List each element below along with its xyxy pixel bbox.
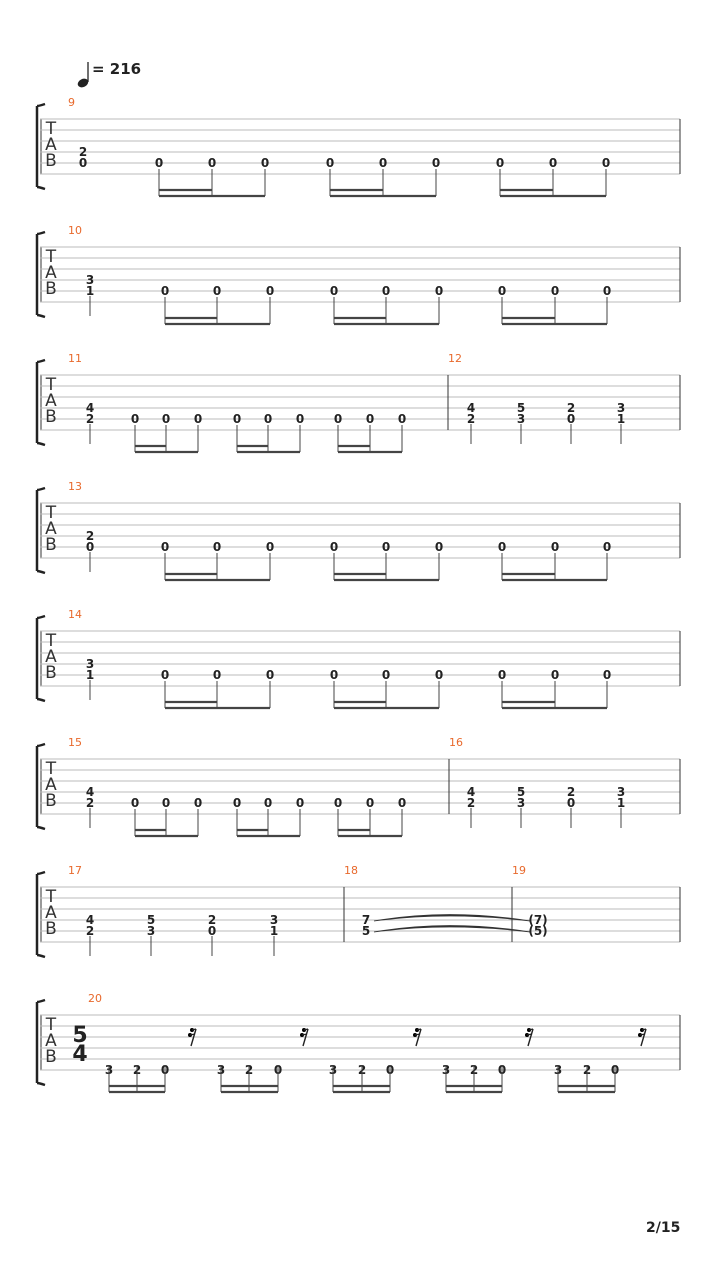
- fret-number: (7): [528, 913, 548, 927]
- tab-clef-letter: T: [45, 503, 57, 523]
- tempo-marking: [76, 62, 89, 89]
- fret-number: 0: [160, 540, 170, 554]
- fret-number: 5: [146, 913, 156, 927]
- measure-number: 18: [344, 864, 358, 877]
- fret-number: 0: [212, 284, 222, 298]
- fret-number: 3: [85, 273, 95, 287]
- fret-number: 0: [265, 540, 275, 554]
- fret-number: 0: [207, 156, 217, 170]
- fret-number: 0: [207, 924, 217, 938]
- fret-number: 3: [616, 785, 626, 799]
- fret-number: 0: [295, 412, 305, 426]
- fret-number: 4: [85, 785, 95, 799]
- fret-number: 0: [602, 668, 612, 682]
- fret-number: 3: [269, 913, 279, 927]
- fret-number: 0: [431, 156, 441, 170]
- measure-number: 12: [448, 352, 462, 365]
- tab-clef-letter: B: [45, 919, 57, 939]
- fret-number: 3: [616, 401, 626, 415]
- page-number: 2/15: [646, 1220, 681, 1236]
- measure-number: 14: [68, 608, 82, 621]
- tab-clef-letter: B: [45, 791, 57, 811]
- measure-number: 16: [449, 736, 463, 749]
- fret-number: 0: [497, 284, 507, 298]
- fret-number: 0: [160, 668, 170, 682]
- fret-number: 3: [146, 924, 156, 938]
- tab-clef-letter: T: [45, 887, 57, 907]
- fret-number: 3: [516, 412, 526, 426]
- fret-number: 0: [325, 156, 335, 170]
- fret-number: 0: [232, 796, 242, 810]
- fret-number: 2: [466, 796, 476, 810]
- measure-number: 10: [68, 224, 82, 237]
- tab-clef-letter: B: [45, 151, 57, 171]
- fret-number: 0: [548, 156, 558, 170]
- time-signature-bottom: 4: [72, 1042, 88, 1067]
- tab-clef-letter: B: [45, 663, 57, 683]
- fret-number: 4: [466, 401, 476, 415]
- tab-clef-letter: T: [45, 759, 57, 779]
- fret-number: 0: [434, 284, 444, 298]
- fret-number: 2: [357, 1063, 367, 1077]
- fret-number: 0: [265, 284, 275, 298]
- systems-layer: [37, 96, 680, 1092]
- fret-number: 0: [566, 412, 576, 426]
- fret-number: 0: [263, 796, 273, 810]
- tab-system: [37, 352, 680, 452]
- fret-number: 0: [273, 1063, 283, 1077]
- fret-number: 3: [441, 1063, 451, 1077]
- fret-number: 2: [85, 924, 95, 938]
- tab-clef-letter: T: [45, 631, 57, 651]
- tab-clef-letter: B: [45, 535, 57, 555]
- tab-clef-letter: B: [45, 1047, 57, 1067]
- fret-number: 0: [495, 156, 505, 170]
- fret-number: 0: [130, 796, 140, 810]
- measure-number: 15: [68, 736, 82, 749]
- fret-number: 1: [616, 796, 626, 810]
- tab-clef-letter: T: [45, 119, 57, 139]
- fret-number: 3: [104, 1063, 114, 1077]
- fret-number: 2: [78, 145, 88, 159]
- fret-number: 0: [160, 1063, 170, 1077]
- fret-number: 4: [85, 913, 95, 927]
- fret-number: 0: [85, 540, 95, 554]
- fret-number: 0: [161, 796, 171, 810]
- tab-system: [37, 224, 680, 324]
- fret-number: 0: [154, 156, 164, 170]
- tab-clef-letter: A: [45, 1031, 57, 1051]
- fret-number: 4: [466, 785, 476, 799]
- fret-number: 3: [216, 1063, 226, 1077]
- fret-number: 3: [516, 796, 526, 810]
- fret-number: 2: [469, 1063, 479, 1077]
- time-signature-top: 5: [72, 1023, 88, 1048]
- measure-number: 13: [68, 480, 82, 493]
- tab-clef-letter: A: [45, 263, 57, 283]
- fret-number: 0: [333, 796, 343, 810]
- fret-number: 0: [365, 412, 375, 426]
- fret-number: 0: [260, 156, 270, 170]
- tab-clef-letter: A: [45, 135, 57, 155]
- fret-number: 0: [550, 668, 560, 682]
- fret-number: 0: [212, 540, 222, 554]
- fret-number: 0: [193, 796, 203, 810]
- fret-number: 0: [550, 540, 560, 554]
- tab-system: [37, 608, 680, 708]
- tab-clef-letter: T: [45, 1015, 57, 1035]
- fret-number: 0: [161, 412, 171, 426]
- fret-number: 0: [497, 668, 507, 682]
- fret-number: 2: [132, 1063, 142, 1077]
- fret-number: 0: [550, 284, 560, 298]
- fret-number: 2: [85, 796, 95, 810]
- fret-number: 0: [381, 540, 391, 554]
- measure-number: 9: [68, 96, 75, 109]
- fret-number: 0: [497, 540, 507, 554]
- fret-number: 2: [566, 785, 576, 799]
- fret-number: 0: [381, 284, 391, 298]
- fret-number: 1: [85, 284, 95, 298]
- tab-system: [37, 992, 680, 1092]
- tab-clef-letter: T: [45, 247, 57, 267]
- tempo-value: = 216: [92, 60, 142, 78]
- fret-number: 2: [85, 412, 95, 426]
- tab-clef-letter: A: [45, 775, 57, 795]
- fret-number: 3: [328, 1063, 338, 1077]
- fret-number: 0: [295, 796, 305, 810]
- fret-number: 0: [333, 412, 343, 426]
- fret-number: 2: [582, 1063, 592, 1077]
- fret-number: 2: [466, 412, 476, 426]
- fret-number: 0: [329, 668, 339, 682]
- tab-clef-letter: T: [45, 375, 57, 395]
- tab-system: [37, 96, 680, 196]
- fret-number: 0: [265, 668, 275, 682]
- fret-number: 0: [610, 1063, 620, 1077]
- fret-number: 0: [193, 412, 203, 426]
- fret-number: 0: [381, 668, 391, 682]
- fret-number: 0: [365, 796, 375, 810]
- fret-number: 0: [602, 284, 612, 298]
- tab-clef-letter: A: [45, 519, 57, 539]
- measure-number: 11: [68, 352, 82, 365]
- fret-number: 0: [78, 156, 88, 170]
- fret-number: 2: [244, 1063, 254, 1077]
- fret-number: 0: [160, 284, 170, 298]
- fret-number: 4: [85, 401, 95, 415]
- tab-system: [37, 480, 680, 580]
- fret-number: 0: [329, 540, 339, 554]
- tab-clef-letter: A: [45, 903, 57, 923]
- tab-system: [37, 736, 680, 836]
- tab-clef-letter: B: [45, 279, 57, 299]
- fret-number: 0: [232, 412, 242, 426]
- fret-number: 0: [329, 284, 339, 298]
- fret-number: 7: [361, 913, 371, 927]
- fret-number: 1: [616, 412, 626, 426]
- fret-number: 5: [516, 785, 526, 799]
- fret-number: 0: [434, 540, 444, 554]
- fret-number: 0: [497, 1063, 507, 1077]
- measure-number: 17: [68, 864, 82, 877]
- fret-number: 0: [566, 796, 576, 810]
- tab-clef-letter: A: [45, 391, 57, 411]
- fret-number: 2: [207, 913, 217, 927]
- fret-number: 1: [269, 924, 279, 938]
- fret-number: 0: [385, 1063, 395, 1077]
- fret-number: 0: [378, 156, 388, 170]
- fret-number: 0: [130, 412, 140, 426]
- fret-number: 1: [85, 668, 95, 682]
- fret-number: 0: [601, 156, 611, 170]
- fret-number: 3: [553, 1063, 563, 1077]
- fret-number: 0: [397, 796, 407, 810]
- fret-number: 2: [566, 401, 576, 415]
- fret-number: 0: [602, 540, 612, 554]
- fret-number: 5: [516, 401, 526, 415]
- fret-number: 0: [434, 668, 444, 682]
- tab-system: [37, 864, 680, 957]
- fret-number: 2: [85, 529, 95, 543]
- fret-number: 0: [397, 412, 407, 426]
- measure-number: 20: [88, 992, 102, 1005]
- fret-number: 3: [85, 657, 95, 671]
- measure-number: 19: [512, 864, 526, 877]
- tab-clef-letter: B: [45, 407, 57, 427]
- fret-number: (5): [528, 924, 548, 938]
- fret-number: 5: [361, 924, 371, 938]
- fret-number: 0: [212, 668, 222, 682]
- fret-number: 0: [263, 412, 273, 426]
- tab-clef-letter: A: [45, 647, 57, 667]
